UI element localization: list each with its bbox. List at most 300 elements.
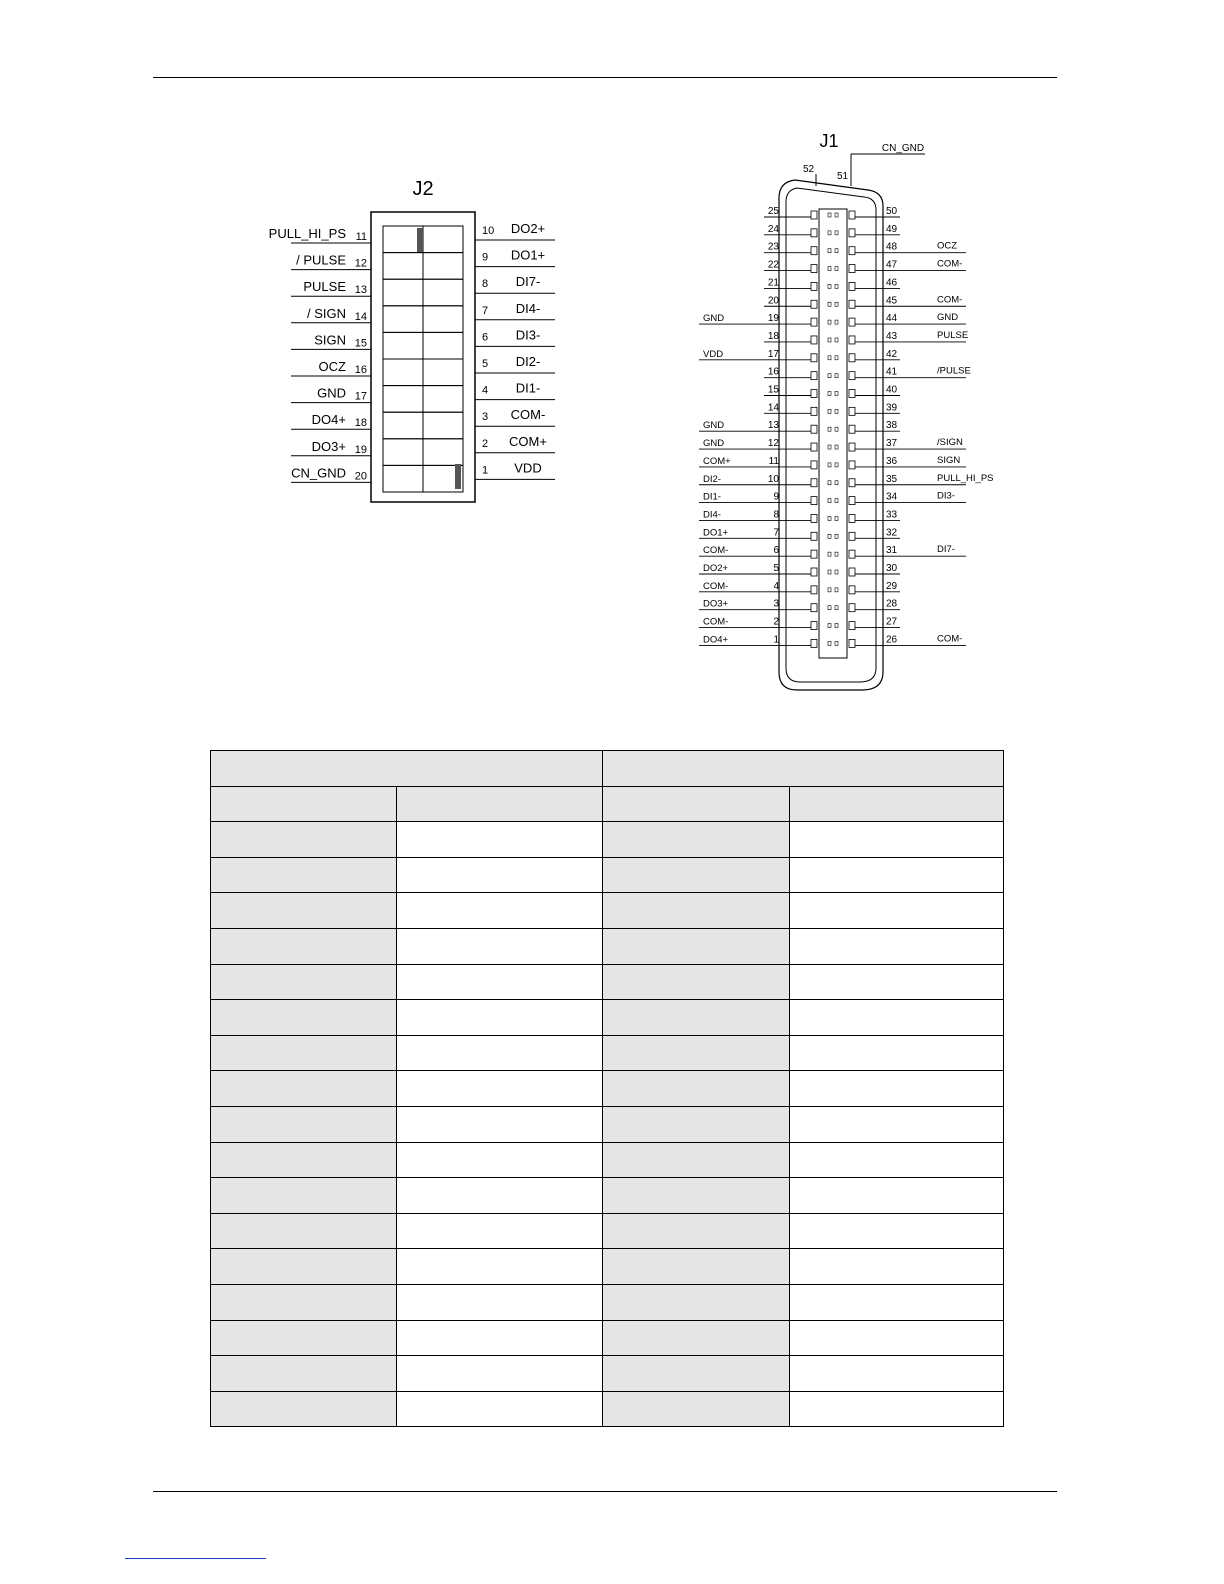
j1-contact-dot: [835, 392, 838, 396]
j1-contact-right: [849, 586, 855, 594]
j2-cell: [423, 412, 463, 439]
table-row: [211, 1249, 1004, 1285]
table-cell: [790, 1249, 1004, 1285]
j1-pin-label: DI4-: [703, 509, 721, 521]
j1-contact-dot: [835, 267, 838, 271]
j1-contact-dot: [835, 231, 838, 235]
j1-contact-dot: [828, 641, 831, 645]
j1-pin-number: 50: [886, 206, 898, 217]
table-cell: [603, 1249, 790, 1285]
table-cell: [397, 1106, 603, 1142]
j1-contact-left: [811, 479, 817, 487]
j1-contact-right: [849, 461, 855, 469]
j2-cell: [423, 386, 463, 413]
j1-pin-number: 25: [767, 206, 779, 217]
j1-contact-left: [811, 639, 817, 647]
j1-contact-left: [811, 604, 817, 612]
j1-shield-pin-number: 52: [803, 164, 815, 175]
table-cell: [211, 1000, 397, 1036]
j1-contact-right: [849, 229, 855, 237]
j1-pin-number: 42: [886, 348, 898, 360]
table-cell: [603, 822, 790, 858]
table-cell: [790, 1106, 1004, 1142]
table-cell: [603, 964, 790, 1000]
table-cell: [397, 1035, 603, 1071]
j1-contact-left: [811, 443, 817, 451]
j1-contact-right: [849, 211, 855, 219]
table-row: [211, 1071, 1004, 1107]
j1-contact-left: [811, 586, 817, 594]
table-cell: [790, 1213, 1004, 1249]
j1-pin-number: 29: [886, 580, 898, 592]
table-cell: [603, 928, 790, 964]
j1-pin-number: 39: [886, 402, 898, 414]
table-cell: [603, 1000, 790, 1036]
table-cell: [603, 1178, 790, 1214]
table-cell: [397, 964, 603, 1000]
table-cell: [790, 928, 1004, 964]
table-row: [211, 1035, 1004, 1071]
j1-pin-label: DI3-: [937, 490, 955, 502]
j1-pin-label: COM-: [937, 294, 963, 306]
table-subheader-cell: [211, 786, 397, 822]
j1-contact-right: [849, 300, 855, 308]
j1-shield-label: CN_GND: [881, 143, 925, 154]
table-cell: [603, 1213, 790, 1249]
j1-contact-dot: [828, 392, 831, 396]
j1-pin-number: 45: [886, 295, 898, 307]
j2-cell: [383, 332, 423, 359]
j1-pin-number: 5: [773, 563, 779, 574]
table-cell: [211, 1106, 397, 1142]
j1-contact-dot: [835, 338, 838, 342]
j1-contact-dot: [835, 356, 838, 360]
j2-key-marker-top: [417, 228, 423, 252]
j1-contact-right: [849, 354, 855, 362]
table-cell: [603, 1391, 790, 1427]
j2-pin-label: DO2+: [510, 221, 546, 236]
j2-pin-label: COM+: [509, 433, 547, 449]
j1-contact-left: [811, 318, 817, 326]
j1-pin-number: 17: [767, 348, 779, 360]
j1-pin-label: DI2-: [703, 473, 721, 485]
j1-contact-dot: [835, 534, 838, 538]
j1-pin-number: 30: [886, 563, 898, 574]
j2-cell: [383, 386, 423, 413]
j1-pin-label: DO3+: [703, 598, 729, 610]
j2-pin-number: 2: [482, 437, 489, 450]
j1-contact-right: [849, 479, 855, 487]
j1-pin-number: 34: [886, 491, 898, 503]
j1-contact-dot: [835, 409, 838, 413]
j2-pin-label: PULSE: [303, 279, 346, 295]
j2-pin-label: OCZ: [318, 359, 346, 374]
j1-contact-left: [811, 550, 817, 558]
j1-pin-label: DO1+: [703, 527, 729, 539]
j1-pin-label: VDD: [703, 348, 724, 360]
table-cell: [790, 857, 1004, 893]
table-row: [211, 964, 1004, 1000]
j1-pin-number: 33: [886, 509, 898, 521]
j2-cell: [383, 465, 423, 492]
j1-contact-dot: [828, 409, 831, 413]
j1-contact-left: [811, 461, 817, 469]
j2-cell: [423, 253, 463, 280]
j1-title: J1: [819, 131, 839, 151]
table-cell: [211, 1035, 397, 1071]
j1-contact-dot: [835, 463, 838, 467]
table-cell: [211, 1320, 397, 1356]
table-subheader-cell: [397, 786, 603, 822]
j2-pin-number: 13: [354, 284, 367, 297]
j2-pin-label: DI3-: [515, 327, 541, 343]
j1-pin-label: COM+: [703, 455, 731, 467]
connector-diagram: [0, 0, 1224, 720]
table-cell: [211, 1391, 397, 1427]
j1-contact-left: [811, 300, 817, 308]
j1-contact-dot: [828, 231, 831, 235]
table-cell: [397, 1320, 603, 1356]
j1-contact-dot: [828, 213, 831, 217]
table-cell: [397, 1071, 603, 1107]
j1-pin-label: SIGN: [937, 454, 961, 466]
j1-contact-left: [811, 407, 817, 415]
j1-pin-label: GND: [703, 313, 725, 325]
j1-contact-dot: [835, 516, 838, 520]
j2-pin-number: 19: [354, 443, 367, 456]
j1-contact-right: [849, 532, 855, 540]
j1-contact-dot: [835, 302, 838, 306]
j1-contact-right: [849, 425, 855, 433]
j1-pin-number: 2: [773, 616, 779, 628]
table-cell: [211, 822, 397, 858]
j1-pin-number: 12: [767, 438, 779, 450]
j1-pin-number: 11: [768, 455, 779, 467]
j2-pin-number: 14: [354, 310, 367, 323]
j2-cell: [383, 279, 423, 306]
j2-pin-label: DI7-: [515, 274, 541, 290]
j1-contact-left: [811, 211, 817, 219]
j2-cell: [383, 359, 423, 386]
table-cell: [603, 1356, 790, 1392]
j2-pin-number: 11: [355, 231, 367, 243]
j2-cell: [423, 359, 463, 386]
j1-pin-number: 24: [767, 223, 779, 235]
j1-contact-right: [849, 390, 855, 398]
j1-pin-label: /PULSE: [937, 365, 971, 377]
table-cell: [397, 1356, 603, 1392]
j1-pin-label: COM-: [703, 545, 729, 557]
j1-pin-label: DO2+: [703, 563, 729, 574]
j2-pin-number: 20: [354, 470, 367, 483]
j1-contact-left: [811, 532, 817, 540]
table-row: [211, 893, 1004, 929]
j1-pin-number: 3: [773, 598, 779, 610]
j1-shell-outer: [779, 180, 883, 690]
j1-contact-dot: [835, 374, 838, 378]
j2-pin-number: 9: [482, 251, 489, 264]
j1-contact-right: [849, 550, 855, 558]
j2-cell: [423, 226, 463, 253]
j1-pin-number: 26: [886, 634, 898, 646]
table-cell: [603, 1284, 790, 1320]
table-cell: [603, 1106, 790, 1142]
j1-pin-number: 28: [886, 598, 898, 610]
j1-contact-dot: [835, 570, 838, 574]
j2-pin-label: / SIGN: [306, 305, 346, 321]
j1-contact-left: [811, 282, 817, 290]
j2-pin-label: COM-: [510, 407, 546, 423]
table-cell: [397, 1391, 603, 1427]
j2-cell: [423, 332, 463, 359]
table-cell: [603, 857, 790, 893]
j1-pin-number: 10: [767, 473, 779, 485]
j1-pin-number: 48: [886, 241, 898, 253]
j2-pin-number: 4: [482, 384, 489, 397]
j1-contact-right: [849, 282, 855, 290]
j1-contact-right: [849, 318, 855, 326]
j1-contact-right: [849, 497, 855, 505]
table-row: [211, 1284, 1004, 1320]
j2-pin-number: 10: [482, 225, 495, 237]
j1-contact-dot: [828, 445, 831, 449]
j1-pin-number: 49: [886, 223, 898, 235]
j2-pin-label: DI1-: [515, 380, 541, 396]
table-cell: [397, 857, 603, 893]
table-row: [211, 1213, 1004, 1249]
table-subheader-cell: [603, 786, 790, 822]
j1-pin-number: 46: [886, 277, 898, 289]
j1-pin-label: GND: [703, 420, 725, 432]
table-row: [211, 1356, 1004, 1392]
j2-pin-label: / PULSE: [296, 252, 346, 268]
j1-pin-number: 18: [767, 330, 779, 342]
j2-pin-number: 3: [482, 411, 489, 424]
j1-pin-number: 27: [886, 616, 898, 628]
table-cell: [211, 928, 397, 964]
table-cell: [603, 1142, 790, 1178]
table-cell: [790, 1320, 1004, 1356]
j2-pin-number: 6: [482, 331, 489, 344]
table-cell: [790, 1356, 1004, 1392]
j1-contact-right: [849, 265, 855, 273]
j2-pin-label: DI2-: [515, 354, 541, 369]
j2-pin-number: 7: [482, 304, 489, 317]
table-cell: [603, 1320, 790, 1356]
j1-pin-number: 37: [886, 438, 898, 450]
j1-contact-right: [849, 247, 855, 255]
j1-contact-left: [811, 622, 817, 630]
j1-contact-dot: [828, 552, 831, 556]
j2-connector: [269, 178, 555, 502]
j1-contact-dot: [835, 427, 838, 431]
j1-contact-right: [849, 604, 855, 612]
table-row: [211, 1000, 1004, 1036]
j1-pin-number: 15: [767, 384, 779, 396]
j1-contact-right: [849, 639, 855, 647]
j2-cell: [423, 279, 463, 306]
table-cell: [397, 928, 603, 964]
j2-cell: [383, 253, 423, 280]
table-subheader-cell: [790, 786, 1004, 822]
j1-contact-right: [849, 622, 855, 630]
j2-title: J2: [412, 178, 434, 200]
j1-contact-dot: [828, 534, 831, 538]
pin-mapping-table: [210, 750, 1004, 1427]
table-cell: [211, 964, 397, 1000]
j2-pin-number: 5: [482, 358, 489, 370]
j1-pin-label: DI1-: [703, 491, 721, 503]
j1-pin-label: /SIGN: [937, 437, 963, 449]
j1-contact-dot: [828, 338, 831, 342]
j1-contact-dot: [828, 481, 831, 485]
j1-pin-label: DO4+: [703, 634, 729, 646]
table-row: [211, 857, 1004, 893]
j1-contact-dot: [835, 624, 838, 628]
j1-contact-dot: [828, 499, 831, 503]
j1-contact-dot: [828, 356, 831, 360]
table-row: [211, 1106, 1004, 1142]
table-cell: [397, 1000, 603, 1036]
j1-pin-label: COM-: [703, 580, 729, 592]
table-cell: [211, 1284, 397, 1320]
j2-pin-label: DI4-: [515, 300, 541, 316]
j1-pin-label: COM-: [937, 633, 963, 645]
table-cell: [397, 1284, 603, 1320]
j1-pin-number: 23: [767, 241, 779, 253]
j2-pin-label: DO4+: [311, 412, 346, 428]
table-cell: [397, 1178, 603, 1214]
j1-contact-left: [811, 229, 817, 237]
j1-pin-number: 4: [773, 580, 779, 592]
j1-contact-dot: [828, 570, 831, 574]
j1-pin-label: PULL_HI_PS: [937, 472, 994, 484]
footer-link[interactable]: [125, 1558, 266, 1559]
j1-contact-dot: [835, 606, 838, 610]
table-cell: [603, 1035, 790, 1071]
table-cell: [790, 822, 1004, 858]
j1-contact-right: [849, 336, 855, 344]
table-cell: [790, 1000, 1004, 1036]
j1-contact-dot: [828, 463, 831, 467]
j1-contact-left: [811, 390, 817, 398]
j2-pin-number: 18: [354, 417, 367, 430]
table-row: [211, 1320, 1004, 1356]
j1-connector: [699, 131, 994, 690]
j1-pin-label: COM-: [937, 258, 963, 270]
j1-contact-dot: [835, 445, 838, 449]
table-row: [211, 822, 1004, 858]
j1-pin-number: 20: [767, 295, 779, 307]
j1-pin-label: DI7-: [937, 544, 955, 556]
j1-pin-number: 32: [886, 527, 898, 539]
j1-pin-number: 44: [886, 313, 898, 325]
table-cell: [211, 1356, 397, 1392]
j1-insulator: [819, 209, 847, 658]
j1-contact-dot: [835, 499, 838, 503]
j1-contact-dot: [835, 249, 838, 253]
table-cell: [211, 857, 397, 893]
j1-pin-number: 7: [773, 527, 779, 539]
table-subheader-row: [211, 786, 1004, 822]
table-cell: [397, 893, 603, 929]
j1-contact-right: [849, 443, 855, 451]
table-cell: [397, 1249, 603, 1285]
j1-pin-number: 1: [773, 634, 779, 646]
j2-pin-label: DO1+: [510, 247, 546, 263]
j1-contact-dot: [835, 588, 838, 592]
j2-cell: [383, 306, 423, 333]
table-row: [211, 928, 1004, 964]
j1-pin-label: OCZ: [937, 240, 958, 252]
j1-contact-dot: [835, 320, 838, 324]
j1-pin-number: 47: [886, 259, 898, 271]
table-group-header-right: [603, 751, 1004, 787]
j2-pin-number: 8: [482, 278, 489, 291]
j1-pin-number: 21: [767, 277, 779, 289]
j2-pin-number: 16: [354, 364, 367, 376]
j2-pin-number: 12: [354, 257, 367, 270]
j2-cell: [423, 306, 463, 333]
table-cell: [211, 1142, 397, 1178]
footer-rule: [153, 1491, 1057, 1492]
table-cell: [211, 893, 397, 929]
j1-pin-number: 35: [886, 473, 898, 485]
j1-pin-number: 13: [767, 420, 779, 432]
j1-pin-number: 31: [886, 545, 898, 557]
j1-contact-dot: [828, 374, 831, 378]
j1-contact-dot: [835, 641, 838, 645]
table-cell: [790, 1284, 1004, 1320]
j1-pin-label: GND: [937, 312, 959, 324]
j2-pin-label: PULL_HI_PS: [268, 226, 346, 241]
table-cell: [790, 964, 1004, 1000]
j1-pin-number: 22: [767, 259, 779, 271]
j1-pin-number: 6: [773, 545, 779, 557]
j1-pin-number: 16: [767, 366, 779, 378]
table-cell: [397, 1213, 603, 1249]
j1-contact-dot: [835, 481, 838, 485]
table-cell: [790, 1391, 1004, 1427]
table-row: [211, 1391, 1004, 1427]
j1-pin-label: GND: [703, 438, 725, 450]
j1-contact-right: [849, 372, 855, 380]
j2-pin-label: SIGN: [314, 332, 346, 348]
j1-shield-pin-number: 51: [837, 171, 849, 182]
j1-contact-dot: [835, 284, 838, 288]
j1-contact-dot: [835, 552, 838, 556]
j1-pin-number: 8: [773, 509, 779, 521]
table-cell: [211, 1213, 397, 1249]
table-cell: [211, 1249, 397, 1285]
j1-contact-right: [849, 407, 855, 415]
j2-pin-label: GND: [317, 385, 346, 401]
j1-pin-number: 41: [886, 366, 898, 378]
table-cell: [790, 1178, 1004, 1214]
table-cell: [397, 822, 603, 858]
j1-contact-dot: [828, 302, 831, 306]
j1-pin-number: 14: [767, 402, 779, 414]
j2-pin-number: 1: [482, 464, 489, 477]
j1-contact-dot: [828, 249, 831, 253]
j1-contact-left: [811, 354, 817, 362]
j1-pin-number: 40: [886, 384, 898, 396]
j2-pin-label: DO3+: [311, 438, 346, 454]
j1-contact-dot: [828, 267, 831, 271]
j1-contact-left: [811, 265, 817, 273]
j1-contact-dot: [828, 284, 831, 288]
j2-cell: [383, 439, 423, 466]
